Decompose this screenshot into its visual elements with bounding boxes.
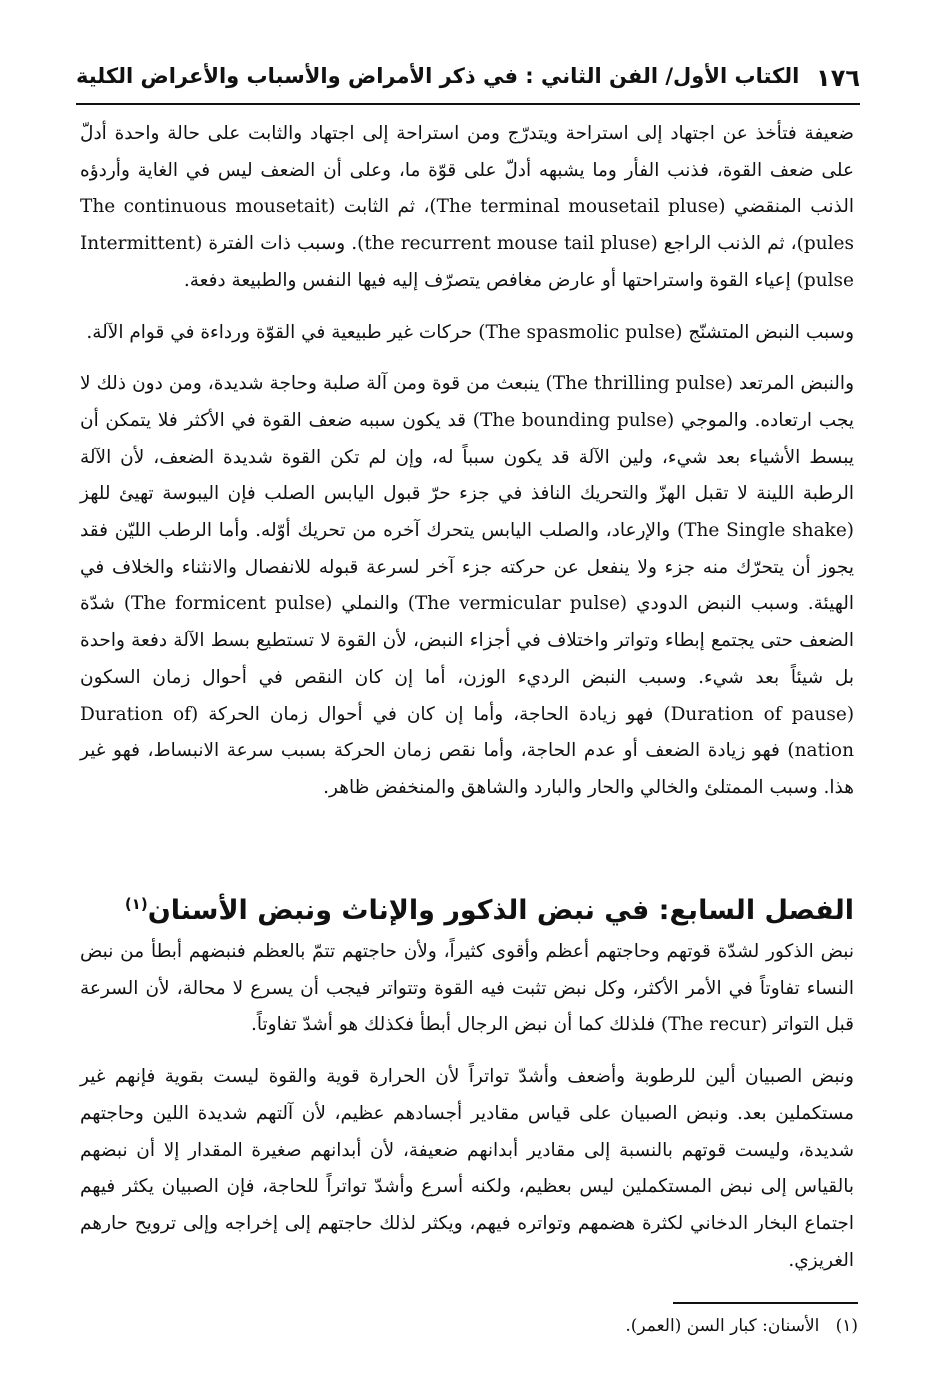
- main-text: [80, 116, 854, 807]
- footnote-ref[interactable]: (١): [124, 895, 148, 913]
- footnote-text: الأسنان: كبار السن (العمر).: [625, 1316, 820, 1336]
- chapter-text: [80, 934, 854, 1279]
- paragraph: والنبض المرتعد (The thrilling pulse) ينبعث من قوة ومن آلة صلبة وحاجة شديدة، ومن دون ذلك لا يجب ارتعاده. والموجي (The bounding pulse) قد يكون سببه ضعف القوة في الأكثر فلا يتمكن أن يبسط الأشياء بعد شيء، ولين الآلة قد يكون سبباً له، وإن لم تكن القوة شديدة الضعف، لأن الآلة الرطبة اللينة لا تقبل الهزّ والتحريك النافذ في جزء حرّ قبول اليابس الصلب فإن اليبوسة تهيئ للهز (The Single shake) والإرعاد، والصلب اليابس يتحرك آخره من تحريك أوّله. وأما الرطب الليّن فقد يجوز أن يتحرّك منه جزء ولا ينفعل عن حركته جزء آخر لسرعة قبوله للانفصال والانثناء والخلاف في الهيئة. وسبب النبض الدودي (The vermicular pulse) والنملي (The formicent pulse) شدّة الضعف حتى يجتمع إبطاء وتواتر واختلاف في أجزاء النبض، لأن القوة لا تستطيع بسط الآلة دفعة واحدة بل شيئاً بعد شيء. وسبب النبض الرديء الوزن، أما إن كان النقص في أحوال زمان السكون (Duration of pause) فهو زيادة الحاجة، وأما إن كان في أحوال زمان الحركة (Duration of nation) فهو زيادة الضعف أو عدم الحاجة، وأما نقص زمان الحركة بسبب سرعة الانبساط، فهو غير هذا. وسبب الممتلئ والخالي والحار والبارد والشاهق والمنخفض ظاهر.: [80, 373, 855, 798]
- header-rule: [76, 103, 860, 105]
- footnote-number: (١): [835, 1316, 858, 1336]
- paragraph: ضعيفة فتأخذ عن اجتهاد إلى استراحة ويتدرّج ومن استراحة إلى اجتهاد والثابت على حالة واحدة أدلّ على ضعف القوة، فذنب الفأر وما يشبهه أدلّ على قوّة ما، وعلى أن الضعف ليس في الغاية وأردؤه الذنب المنقضي (The terminal mousetail pluse)، ثم الثابت (The continuous mousetait pules)، ثم الذنب الراجع (the recurrent mouse tail pluse). وسبب ذات الفترة (Intermittent pulse) إعياء القوة واستراحتها أو عارض مغافص يتصرّف إليه فيها النفس والطبيعة دفعة.: [80, 123, 854, 291]
- footnote: [500, 1313, 858, 1339]
- running-header: [76, 62, 860, 98]
- page-number: ١٧٦: [816, 64, 860, 92]
- paragraph: ونبض الصبيان ألين للرطوبة وأضعف وأشدّ تواتراً لأن الحرارة قوية والقوة ليست بقوية فإنهم غير مستكملين بعد. ونبض الصبيان على قياس مقادير أجسادهم عظيم، لأن آلتهم شديدة اللين وحاجتهم شديدة، وليست قوتهم بالنسبة إلى مقادير أبدانهم ضعيفة، لأن أبدانهم صغيرة المقدار إلا أن نبضهم بالقياس إلى نبض المستكملين ليس بعظيم، ولكنه أسرع وأشدّ تواتراً للحاجة، فإن الصبيان يكثر فيهم اجتماع البخار الدخاني لكثرة هضمهم وتواتره فيهم، ويكثر لذلك حاجتهم إلى إخراجه وإلى ترويح حارهم الغريزي.: [80, 1066, 854, 1271]
- running-title: الكتاب الأول/ الفن الثاني : في ذكر الأمراض والأسباب والأعراض الكلية: [76, 64, 800, 88]
- chapter-title: الفصل السابع: في نبض الذكور والإناث ونبض الأسنان: [147, 895, 854, 926]
- paragraph: وسبب النبض المتشنّج (The spasmolic pulse) حركات غير طبيعية في القوّة ورداءة في قوام الآلة.: [86, 321, 854, 343]
- chapter-heading: [80, 882, 854, 933]
- footnote-rule: [673, 1302, 858, 1304]
- paragraph: نبض الذكور لشدّة قوتهم وحاجتهم أعظم وأقوى كثيراً، ولأن حاجتهم تتمّ بالعظم فنبضهم أبطأ من نبض النساء تفاوتاً في الأمر الأكثر، وكل نبض تثبت فيه القوة وتتواتر فيجب أن يسرع لا محالة، لأن السرعة قبل التواتر (The recur) فلذلك كما أن نبض الرجال أبطأ فكذلك هو أشدّ تفاوتاً.: [80, 941, 854, 1036]
